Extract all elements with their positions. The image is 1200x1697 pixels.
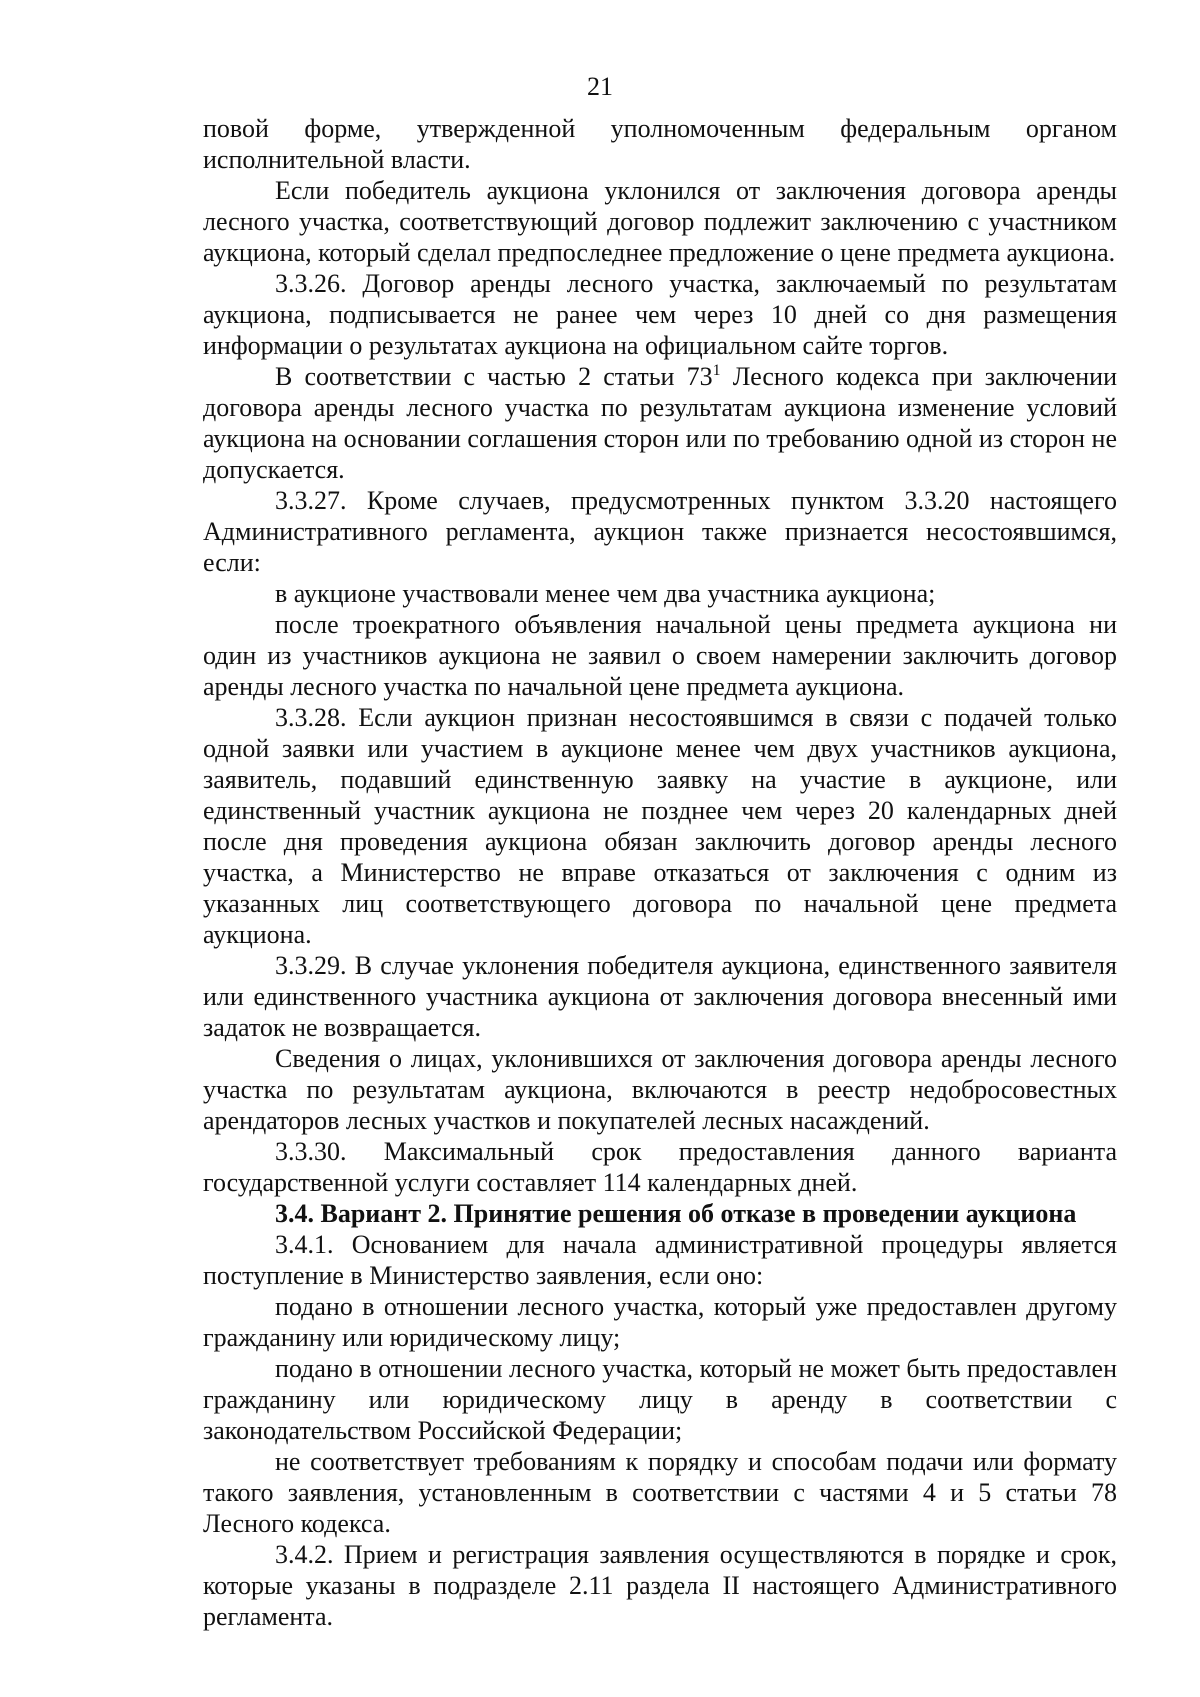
paragraph-continuation: повой форме, утвержденной уполномоченным федеральным органом исполнительной власти. — [203, 114, 1117, 174]
paragraph-3-3-28: 3.3.28. Если аукцион признан несостоявшимся в связи с подачей только одной заявки или участием в аукционе менее чем двух участников аукциона, заявитель, подавший единственную заявку на участие в аукционе, или единственный участник аукциона не позднее чем через 20 календарных дней после дня проведения аукциона обязан заключить договор аренды лесного участка, а Министерство не вправе отказаться от заключения с одним из указанных лиц соответствующего договора по начальной цене предмета аукциона. — [203, 703, 1117, 949]
superscript-index: 1 — [712, 362, 721, 379]
paragraph-ground-2: подано в отношении лесного участка, который не может быть предоставлен гражданину или юридическому лицу в аренду в соответствии с законодательством Российской Федерации; — [203, 1354, 1117, 1445]
paragraph-ground-1: подано в отношении лесного участка, который уже предоставлен другому гражданину или юридическому лицу; — [203, 1292, 1117, 1352]
paragraph-3-3-29: 3.3.29. В случае уклонения победителя аукциона, единственного заявителя или единственного участника аукциона от заключения договора внесенный ими задаток не возвращается. — [203, 951, 1117, 1042]
section-heading-3-4: 3.4. Вариант 2. Принятие решения об отказе в проведении аукциона — [275, 1199, 1077, 1228]
paragraph-condition-1: в аукционе участвовали менее чем два участника аукциона; — [275, 579, 936, 608]
paragraph-text-after-sup: Лесного кодекса при заключении договора аренды лесного участка по результатам аукциона изменение условий аукциона на основании соглашения сторон или по требованию одной из сторон не допускается. — [203, 362, 1117, 484]
document-body — [203, 113, 1117, 1632]
paragraph: Если победитель аукциона уклонился от заключения договора аренды лесного участка, соответствующий договор подлежит заключению с участником аукциона, который сделал предпоследнее предложение о цене предмета аукциона. — [203, 176, 1117, 267]
paragraph-text-before-sup: В соответствии с частью 2 статьи 73 — [275, 362, 713, 391]
paragraph-ground-3: не соответствует требованиям к порядку и способам подачи или формату такого заявления, установленным в соответствии с частями 4 и 5 статьи 78 Лесного кодекса. — [203, 1447, 1117, 1538]
page-number: 21 — [587, 72, 613, 101]
paragraph-3-3-30: 3.3.30. Максимальный срок предоставления данного варианта государственной услуги составляет 114 календарных дней. — [203, 1137, 1117, 1197]
paragraph-3-3-27: 3.3.27. Кроме случаев, предусмотренных пунктом 3.3.20 настоящего Административного регламента, аукцион также признается несостоявшимся, если: — [203, 486, 1117, 577]
paragraph-3-4-1: 3.4.1. Основанием для начала административной процедуры является поступление в Министерство заявления, если оно: — [203, 1230, 1117, 1290]
paragraph-registry: Сведения о лицах, уклонившихся от заключения договора аренды лесного участка по результатам аукциона, включаются в реестр недобросовестных арендаторов лесных участков и покупателей лесных насаждений. — [203, 1044, 1117, 1135]
paragraph-3-4-2: 3.4.2. Прием и регистрация заявления осуществляются в порядке и срок, которые указаны в подразделе 2.11 раздела II настоящего Административного регламента. — [203, 1540, 1117, 1631]
paragraph-condition-2: после троекратного объявления начальной цены предмета аукциона ни один из участников аукциона не заявил о своем намерении заключить договор аренды лесного участка по начальной цене предмета аукциона. — [203, 610, 1117, 701]
paragraph-3-3-26: 3.3.26. Договор аренды лесного участка, заключаемый по результатам аукциона, подписывается не ранее чем через 10 дней со дня размещения информации о результатах аукциона на официальном сайте торгов. — [203, 269, 1117, 360]
paragraph-article-reference — [203, 361, 1117, 485]
